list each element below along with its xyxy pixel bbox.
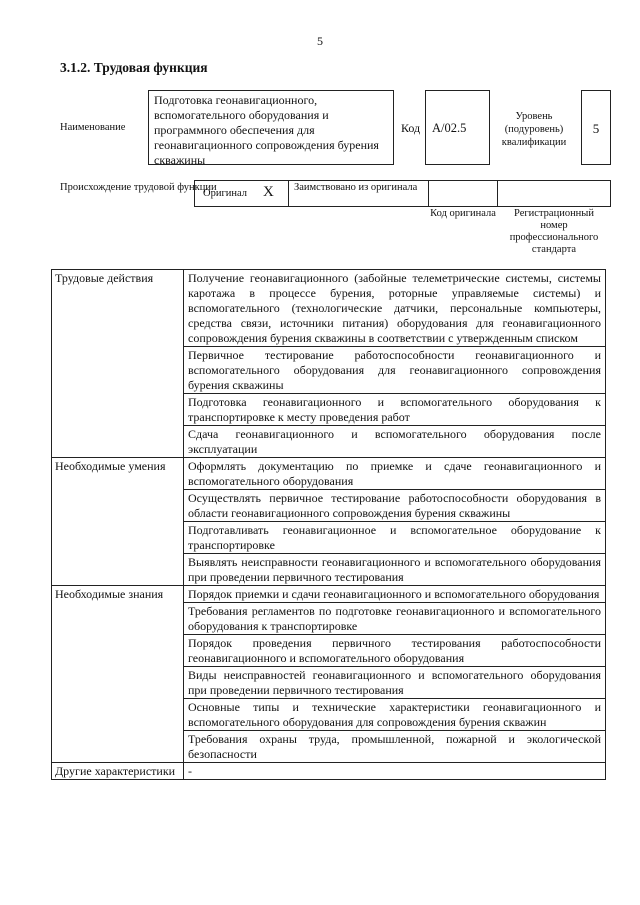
qualification-level-label: Уровень (подуровень) квалификации: [501, 111, 567, 148]
item-cell: Порядок проведения первичного тестирования работоспособности геонавигационного и вспомогательного оборудования: [184, 635, 606, 667]
item-cell: Получение геонавигационного (забойные телеметрические системы, системы каротажа в процессе бурения, роторные управляемые системы) и вспомогательного (технологические датчики, персональные компьютеры, средства связи, источники питания) оборудования для геонавигационного сопровождения бурения скважины в соответствии с утвержденным списком: [184, 270, 606, 347]
item-cell: Выявлять неисправности геонавигационного и вспомогательного оборудования при проведении первичного тестирования: [184, 554, 606, 586]
item-cell: Подготовка геонавигационного и вспомогательного оборудования к транспортировке к месту проведения работ: [184, 394, 606, 426]
item-cell: Основные типы и технические характеристики геонавигационного и вспомогательного оборудования для сопровождения бурения скважин: [184, 699, 606, 731]
item-cell: Первичное тестирование работоспособности геонавигационного и вспомогательного оборудования для геонавигационного сопровождения бурения скважины: [184, 347, 606, 394]
code-original-caption: Код оригинала: [430, 208, 496, 219]
category-cell: Необходимые знания: [52, 586, 184, 763]
function-name-value: Подготовка геонавигационного, вспомогательного оборудования и программного обеспечения для геонавигационного сопровождения бурения скважины: [148, 90, 394, 165]
item-cell: Требования охраны труда, промышленной, пожарной и экологической безопасности: [184, 731, 606, 763]
page-number: 5: [317, 34, 323, 48]
section-title: 3.1.2. Трудовая функция: [60, 60, 208, 75]
category-cell: Трудовые действия: [52, 270, 184, 458]
item-cell: Порядок приемки и сдачи геонавигационного и вспомогательного оборудования: [184, 586, 606, 603]
reg-number-caption: Регистрационный номер профессионального стандарта: [509, 208, 599, 255]
function-details-table: [51, 269, 606, 780]
table-row: [52, 458, 606, 490]
original-label: Оригинал: [203, 188, 247, 199]
item-cell: Требования регламентов по подготовке геонавигационного и вспомогательного оборудования к транспортировке: [184, 603, 606, 635]
item-cell: -: [184, 763, 606, 780]
code-label: Код: [401, 121, 421, 135]
origin-reg-number-cell: [497, 180, 611, 207]
code-value: A/02.5: [425, 90, 490, 165]
qualification-level-value: 5: [581, 90, 611, 165]
origin-row: [194, 180, 611, 207]
item-cell: Осуществлять первичное тестирование работоспособности оборудования в области геонавигационного сопровождения бурения скважины: [184, 490, 606, 522]
borrowed-label: Заимствовано из оригинала: [294, 182, 418, 193]
category-cell: Необходимые умения: [52, 458, 184, 586]
original-mark: X: [263, 184, 274, 200]
item-cell: Оформлять документацию по приемке и сдаче геонавигационного и вспомогательного оборудования: [184, 458, 606, 490]
origin-label: Происхождение трудовой функции: [60, 182, 217, 193]
origin-original-cell: [194, 180, 289, 207]
category-cell: Другие характеристики: [52, 763, 184, 780]
name-label: Наименование: [60, 122, 126, 133]
item-cell: Сдача геонавигационного и вспомогательного оборудования после эксплуатации: [184, 426, 606, 458]
item-cell: Подготавливать геонавигационное и вспомогательное оборудование к транспортировке: [184, 522, 606, 554]
table-row: [52, 270, 606, 347]
origin-code-cell: [428, 180, 498, 207]
table-row: [52, 763, 606, 780]
item-cell: Виды неисправностей геонавигационного и вспомогательного оборудования при проведении первичного тестирования: [184, 667, 606, 699]
origin-borrowed-cell: [288, 180, 429, 207]
table-row: [52, 586, 606, 603]
